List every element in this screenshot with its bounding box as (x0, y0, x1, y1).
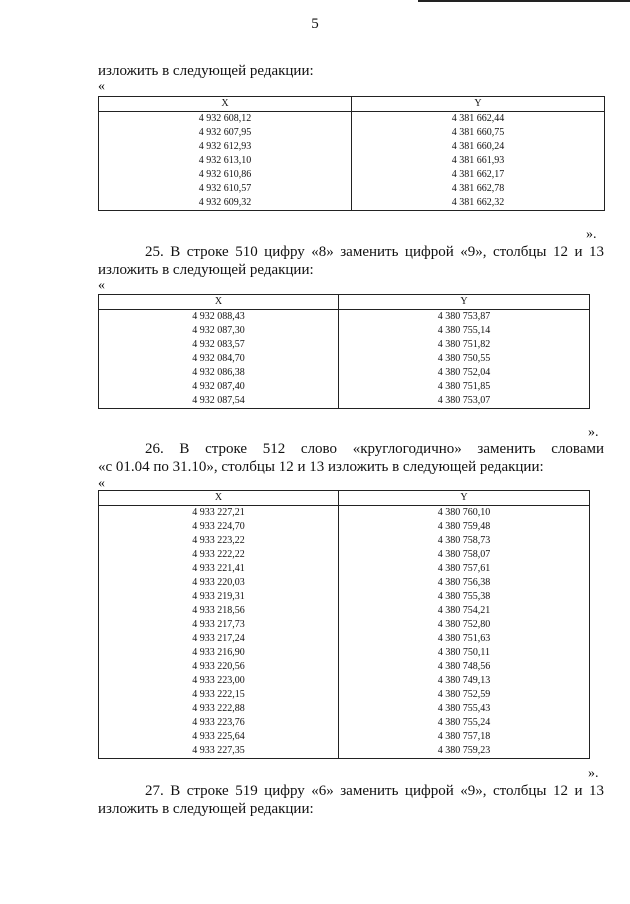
cell-x: 4 933 227,21 (99, 506, 339, 521)
cell-x: 4 932 084,70 (99, 352, 339, 366)
table-row (99, 604, 590, 618)
cell-x: 4 933 221,41 (99, 562, 339, 576)
col-header-y: Y (339, 491, 590, 506)
cell-x: 4 932 610,57 (99, 182, 352, 196)
table-row (99, 196, 605, 211)
col-header-x: X (99, 491, 339, 506)
cell-y: 4 380 756,38 (339, 576, 590, 590)
cell-x: 4 932 087,54 (99, 394, 339, 409)
cell-y: 4 381 660,75 (352, 126, 605, 140)
close-quote-3: ». (588, 766, 599, 781)
cell-x: 4 932 087,40 (99, 380, 339, 394)
cell-x: 4 933 225,64 (99, 730, 339, 744)
cell-x: 4 932 086,38 (99, 366, 339, 380)
table-row (99, 140, 605, 154)
open-quote-2: « (98, 278, 105, 293)
table-row (99, 366, 590, 380)
cell-x: 4 933 220,03 (99, 576, 339, 590)
para-25-line-1: 25. В строке 510 цифру «8» заменить цифрой «9», столбцы 12 и 13 (145, 244, 604, 260)
table-row (99, 632, 590, 646)
cell-x: 4 933 216,90 (99, 646, 339, 660)
para-25-line-2: изложить в следующей редакции: (98, 262, 314, 278)
table-row (99, 380, 590, 394)
table-row (99, 674, 590, 688)
cell-y: 4 381 662,78 (352, 182, 605, 196)
cell-x: 4 932 610,86 (99, 168, 352, 182)
table-row (99, 534, 590, 548)
cell-y: 4 380 759,48 (339, 520, 590, 534)
close-quote-2: ». (588, 425, 599, 440)
table-body (99, 310, 590, 409)
cell-x: 4 932 087,30 (99, 324, 339, 338)
cell-x: 4 933 223,76 (99, 716, 339, 730)
cell-y: 4 380 755,38 (339, 590, 590, 604)
cell-y: 4 380 750,11 (339, 646, 590, 660)
cell-x: 4 933 217,73 (99, 618, 339, 632)
cell-x: 4 932 083,57 (99, 338, 339, 352)
cell-x: 4 933 222,15 (99, 688, 339, 702)
para-26-line-1: 26. В строке 512 слово «круглогодично» заменить словами (145, 441, 604, 457)
open-quote-3: « (98, 476, 105, 491)
top-edge-rule (418, 0, 630, 2)
cell-x: 4 932 608,12 (99, 112, 352, 127)
coords-table-2 (98, 294, 590, 409)
cell-x: 4 932 609,32 (99, 196, 352, 211)
cell-x: 4 932 088,43 (99, 310, 339, 325)
cell-x: 4 932 612,93 (99, 140, 352, 154)
cell-y: 4 381 662,32 (352, 196, 605, 211)
intro-line: изложить в следующей редакции: (98, 63, 314, 79)
table-row (99, 702, 590, 716)
cell-y: 4 380 754,21 (339, 604, 590, 618)
table-row (99, 730, 590, 744)
cell-y: 4 380 758,07 (339, 548, 590, 562)
para-26-line-2: «с 01.04 по 31.10», столбцы 12 и 13 изложить в следующей редакции: (98, 459, 544, 475)
table-row (99, 182, 605, 196)
cell-x: 4 933 217,24 (99, 632, 339, 646)
table-row (99, 154, 605, 168)
para-27-line-1: 27. В строке 519 цифру «6» заменить цифрой «9», столбцы 12 и 13 (145, 783, 604, 799)
cell-y: 4 380 755,14 (339, 324, 590, 338)
table-row (99, 716, 590, 730)
table-header-row (99, 295, 590, 310)
coords-table-1 (98, 96, 605, 211)
cell-y: 4 380 750,55 (339, 352, 590, 366)
cell-y: 4 380 749,13 (339, 674, 590, 688)
table-row (99, 352, 590, 366)
table-row (99, 324, 590, 338)
coords-table-3 (98, 490, 590, 759)
cell-y: 4 380 752,59 (339, 688, 590, 702)
cell-x: 4 933 220,56 (99, 660, 339, 674)
cell-y: 4 381 662,17 (352, 168, 605, 182)
table-row (99, 744, 590, 759)
close-quote-1: ». (586, 227, 597, 242)
cell-y: 4 380 757,18 (339, 730, 590, 744)
cell-y: 4 380 751,85 (339, 380, 590, 394)
cell-y: 4 380 753,07 (339, 394, 590, 409)
col-header-y: Y (352, 97, 605, 112)
cell-y: 4 381 660,24 (352, 140, 605, 154)
cell-x: 4 933 223,00 (99, 674, 339, 688)
table-body (99, 112, 605, 211)
table-header-row (99, 97, 605, 112)
table-row (99, 168, 605, 182)
cell-y: 4 380 751,82 (339, 338, 590, 352)
cell-x: 4 932 607,95 (99, 126, 352, 140)
cell-x: 4 933 227,35 (99, 744, 339, 759)
table-row (99, 506, 590, 521)
col-header-x: X (99, 97, 352, 112)
open-quote-1: « (98, 79, 105, 94)
cell-x: 4 933 224,70 (99, 520, 339, 534)
table-row (99, 548, 590, 562)
table-row (99, 394, 590, 409)
table-header-row (99, 491, 590, 506)
cell-x: 4 933 222,22 (99, 548, 339, 562)
table-row (99, 112, 605, 127)
col-header-y: Y (339, 295, 590, 310)
table-row (99, 688, 590, 702)
cell-y: 4 380 752,04 (339, 366, 590, 380)
table-row (99, 646, 590, 660)
table-row (99, 590, 590, 604)
table-row (99, 520, 590, 534)
cell-y: 4 380 748,56 (339, 660, 590, 674)
table-body (99, 506, 590, 759)
col-header-x: X (99, 295, 339, 310)
para-27-line-2: изложить в следующей редакции: (98, 801, 314, 817)
table-row (99, 618, 590, 632)
cell-y: 4 380 760,10 (339, 506, 590, 521)
cell-y: 4 380 755,24 (339, 716, 590, 730)
table-row (99, 660, 590, 674)
page-number: 5 (311, 16, 319, 32)
table-row (99, 310, 590, 325)
cell-x: 4 933 218,56 (99, 604, 339, 618)
cell-y: 4 380 752,80 (339, 618, 590, 632)
cell-x: 4 933 222,88 (99, 702, 339, 716)
cell-y: 4 380 753,87 (339, 310, 590, 325)
cell-y: 4 381 661,93 (352, 154, 605, 168)
cell-y: 4 380 757,61 (339, 562, 590, 576)
cell-x: 4 932 613,10 (99, 154, 352, 168)
table-row (99, 562, 590, 576)
cell-y: 4 380 758,73 (339, 534, 590, 548)
table-row (99, 576, 590, 590)
cell-y: 4 381 662,44 (352, 112, 605, 127)
cell-x: 4 933 223,22 (99, 534, 339, 548)
cell-y: 4 380 759,23 (339, 744, 590, 759)
cell-y: 4 380 755,43 (339, 702, 590, 716)
table-row (99, 126, 605, 140)
cell-y: 4 380 751,63 (339, 632, 590, 646)
cell-x: 4 933 219,31 (99, 590, 339, 604)
table-row (99, 338, 590, 352)
